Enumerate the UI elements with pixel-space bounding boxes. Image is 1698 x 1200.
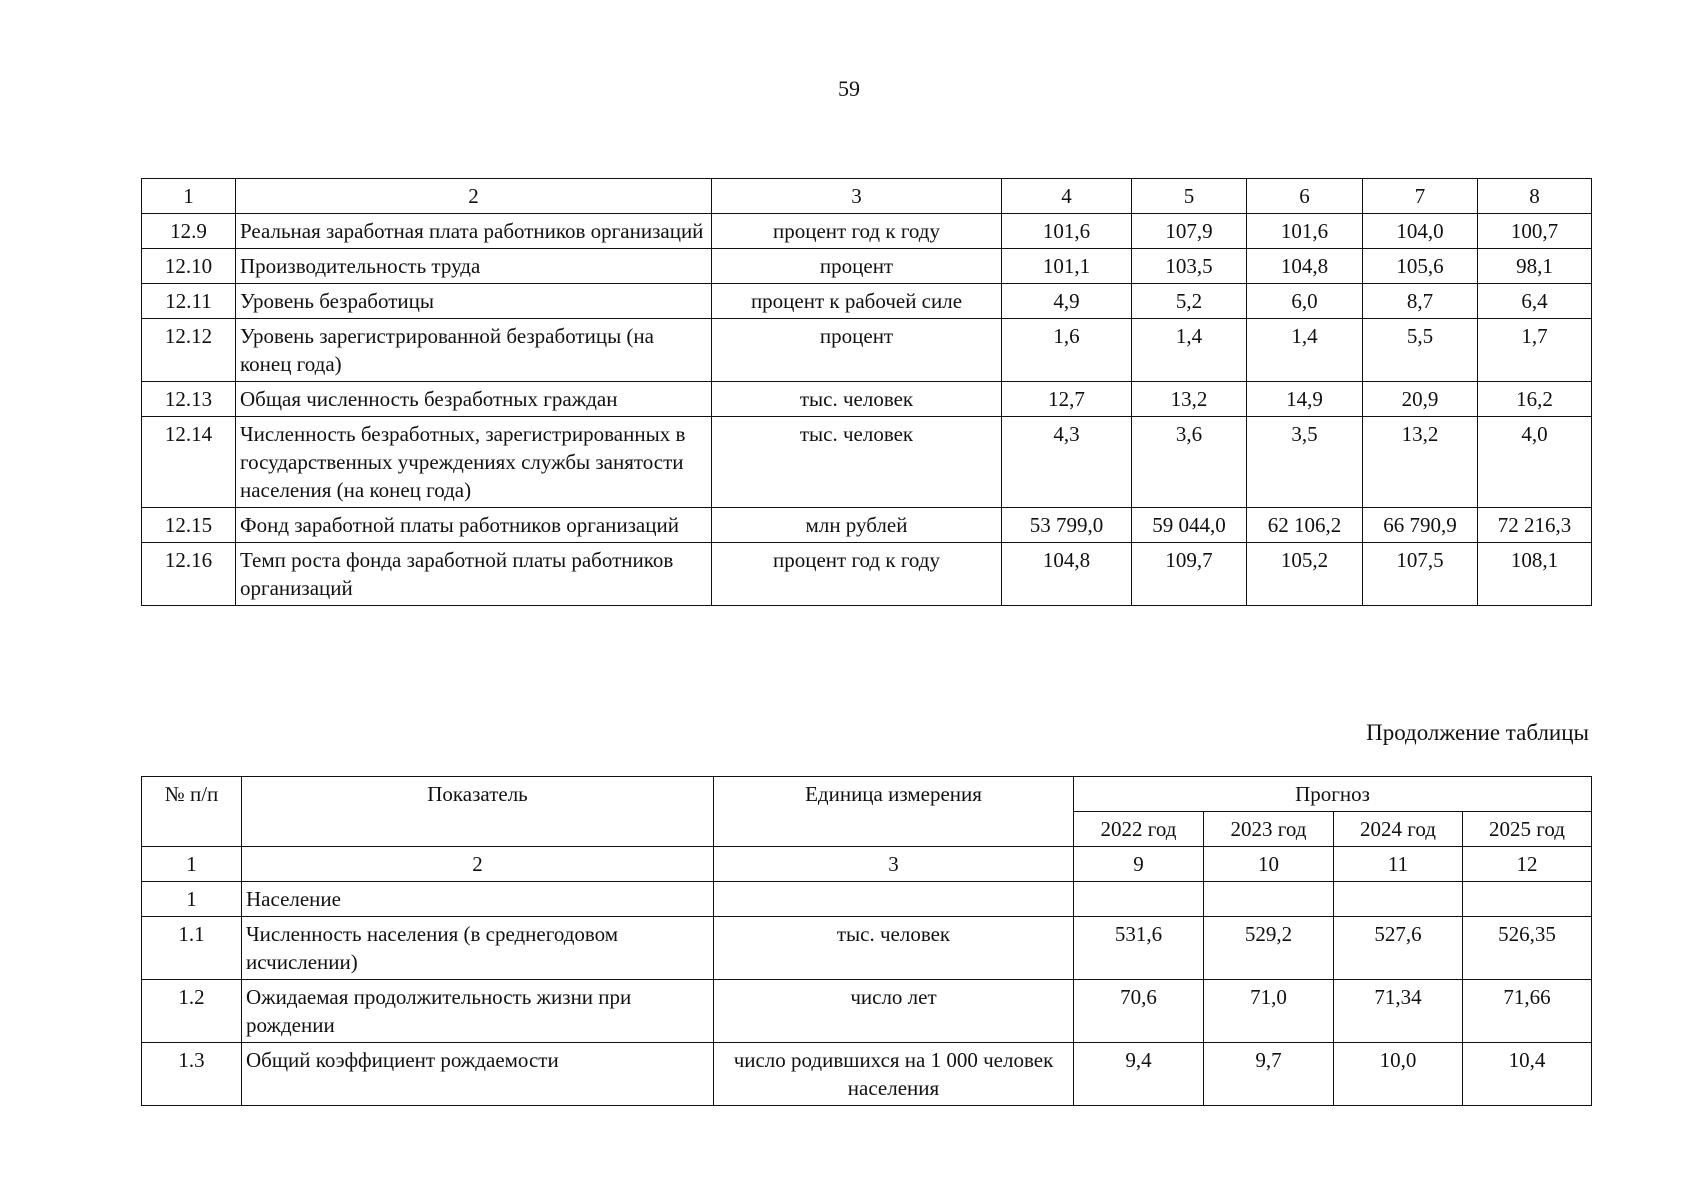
value-cell: 5,5 bbox=[1363, 319, 1478, 382]
value-cell: 4,3 bbox=[1002, 417, 1132, 508]
header-row bbox=[142, 777, 1592, 812]
value-cell: 1,7 bbox=[1478, 319, 1592, 382]
header-unit: Единица измерения bbox=[714, 777, 1074, 847]
value-cell: 66 790,9 bbox=[1363, 508, 1478, 543]
value-cell: 59 044,0 bbox=[1132, 508, 1247, 543]
unit-of-measure: процент год к году bbox=[712, 543, 1002, 606]
table-row bbox=[142, 508, 1592, 543]
value-cell: 53 799,0 bbox=[1002, 508, 1132, 543]
unit-of-measure: млн рублей bbox=[712, 508, 1002, 543]
indicator-name: Ожидаемая продолжительность жизни при рождении bbox=[242, 980, 714, 1043]
value-cell: 104,8 bbox=[1247, 249, 1363, 284]
row-number: 12.14 bbox=[142, 417, 236, 508]
value-cell: 107,5 bbox=[1363, 543, 1478, 606]
header-indicator: Показатель bbox=[242, 777, 714, 847]
value-cell: 70,6 bbox=[1074, 980, 1204, 1043]
value-cell: 109,7 bbox=[1132, 543, 1247, 606]
row-number: 12.16 bbox=[142, 543, 236, 606]
column-number-row bbox=[142, 179, 1592, 214]
value-cell: 62 106,2 bbox=[1247, 508, 1363, 543]
value-cell: 12,7 bbox=[1002, 382, 1132, 417]
column-number-row bbox=[142, 847, 1592, 882]
value-cell: 5,2 bbox=[1132, 284, 1247, 319]
value-cell: 16,2 bbox=[1478, 382, 1592, 417]
column-number: 7 bbox=[1363, 179, 1478, 214]
column-number: 1 bbox=[142, 179, 236, 214]
value-cell: 3,6 bbox=[1132, 417, 1247, 508]
value-cell: 101,6 bbox=[1247, 214, 1363, 249]
value-cell bbox=[1204, 882, 1334, 917]
value-cell: 105,2 bbox=[1247, 543, 1363, 606]
value-cell: 98,1 bbox=[1478, 249, 1592, 284]
value-cell: 14,9 bbox=[1247, 382, 1363, 417]
value-cell: 4,0 bbox=[1478, 417, 1592, 508]
table-row bbox=[142, 1043, 1592, 1106]
table-row bbox=[142, 249, 1592, 284]
indicator-name: Численность безработных, зарегистрированных в государственных учреждениях службы занятости населения (на конец года) bbox=[236, 417, 712, 508]
value-cell: 8,7 bbox=[1363, 284, 1478, 319]
header-year: 2022 год bbox=[1074, 812, 1204, 847]
value-cell: 71,66 bbox=[1463, 980, 1592, 1043]
row-number: 12.13 bbox=[142, 382, 236, 417]
indicator-name: Фонд заработной платы работников организаций bbox=[236, 508, 712, 543]
value-cell: 527,6 bbox=[1334, 917, 1463, 980]
column-number: 5 bbox=[1132, 179, 1247, 214]
value-cell: 531,6 bbox=[1074, 917, 1204, 980]
value-cell: 529,2 bbox=[1204, 917, 1334, 980]
value-cell: 526,35 bbox=[1463, 917, 1592, 980]
indicator-name: Общий коэффициент рождаемости bbox=[242, 1043, 714, 1106]
value-cell: 105,6 bbox=[1363, 249, 1478, 284]
value-cell: 71,0 bbox=[1204, 980, 1334, 1043]
value-cell: 10,4 bbox=[1463, 1043, 1592, 1106]
indicator-name: Производительность труда bbox=[236, 249, 712, 284]
column-number: 2 bbox=[242, 847, 714, 882]
indicator-name: Реальная заработная плата работников организаций bbox=[236, 214, 712, 249]
forecast-table bbox=[141, 776, 1592, 1106]
column-number: 4 bbox=[1002, 179, 1132, 214]
table-row bbox=[142, 319, 1592, 382]
row-number: 12.10 bbox=[142, 249, 236, 284]
column-number: 3 bbox=[712, 179, 1002, 214]
value-cell: 72 216,3 bbox=[1478, 508, 1592, 543]
value-cell: 101,1 bbox=[1002, 249, 1132, 284]
unit-of-measure: тыс. человек bbox=[714, 917, 1074, 980]
value-cell: 1,4 bbox=[1132, 319, 1247, 382]
indicator-name: Темп роста фонда заработной платы работников организаций bbox=[236, 543, 712, 606]
row-number: 12.12 bbox=[142, 319, 236, 382]
unit-of-measure: процент к рабочей силе bbox=[712, 284, 1002, 319]
row-number: 1.2 bbox=[142, 980, 242, 1043]
header-year: 2024 год bbox=[1334, 812, 1463, 847]
value-cell bbox=[1074, 882, 1204, 917]
row-number: 1.3 bbox=[142, 1043, 242, 1106]
value-cell: 13,2 bbox=[1363, 417, 1478, 508]
unit-of-measure: тыс. человек bbox=[712, 382, 1002, 417]
table-row bbox=[142, 417, 1592, 508]
value-cell: 4,9 bbox=[1002, 284, 1132, 319]
value-cell bbox=[1334, 882, 1463, 917]
indicator-name: Уровень безработицы bbox=[236, 284, 712, 319]
row-number: 12.15 bbox=[142, 508, 236, 543]
unit-of-measure: процент bbox=[712, 249, 1002, 284]
unit-of-measure: число родившихся на 1 000 человек населения bbox=[714, 1043, 1074, 1106]
column-number: 11 bbox=[1334, 847, 1463, 882]
value-cell bbox=[1463, 882, 1592, 917]
column-number: 9 bbox=[1074, 847, 1204, 882]
value-cell: 104,0 bbox=[1363, 214, 1478, 249]
table-row bbox=[142, 284, 1592, 319]
unit-of-measure: тыс. человек bbox=[712, 417, 1002, 508]
value-cell: 9,7 bbox=[1204, 1043, 1334, 1106]
indicators-table bbox=[141, 178, 1592, 606]
column-number: 2 bbox=[236, 179, 712, 214]
indicator-name: Численность населения (в среднегодовом исчислении) bbox=[242, 917, 714, 980]
table-row bbox=[142, 382, 1592, 417]
column-number: 6 bbox=[1247, 179, 1363, 214]
header-forecast: Прогноз bbox=[1074, 777, 1592, 812]
value-cell: 107,9 bbox=[1132, 214, 1247, 249]
table-row bbox=[142, 882, 1592, 917]
row-number: 1.1 bbox=[142, 917, 242, 980]
table-row bbox=[142, 980, 1592, 1043]
indicator-name: Уровень зарегистрированной безработицы (на конец года) bbox=[236, 319, 712, 382]
value-cell: 71,34 bbox=[1334, 980, 1463, 1043]
value-cell: 101,6 bbox=[1002, 214, 1132, 249]
value-cell: 9,4 bbox=[1074, 1043, 1204, 1106]
unit-of-measure: число лет bbox=[714, 980, 1074, 1043]
value-cell: 20,9 bbox=[1363, 382, 1478, 417]
table-row bbox=[142, 543, 1592, 606]
value-cell: 100,7 bbox=[1478, 214, 1592, 249]
column-number: 10 bbox=[1204, 847, 1334, 882]
column-number: 12 bbox=[1463, 847, 1592, 882]
value-cell: 1,6 bbox=[1002, 319, 1132, 382]
row-number: 12.11 bbox=[142, 284, 236, 319]
value-cell: 6,4 bbox=[1478, 284, 1592, 319]
row-number: 1 bbox=[142, 882, 242, 917]
header-year: 2023 год bbox=[1204, 812, 1334, 847]
value-cell: 103,5 bbox=[1132, 249, 1247, 284]
unit-of-measure: процент год к году bbox=[712, 214, 1002, 249]
continuation-label: Продолжение таблицы bbox=[1366, 720, 1589, 745]
column-number: 3 bbox=[714, 847, 1074, 882]
forecast-table-body bbox=[142, 777, 1592, 1106]
indicator-name: Общая численность безработных граждан bbox=[236, 382, 712, 417]
value-cell: 13,2 bbox=[1132, 382, 1247, 417]
header-num: № п/п bbox=[142, 777, 242, 847]
column-number: 1 bbox=[142, 847, 242, 882]
unit-of-measure bbox=[714, 882, 1074, 917]
indicators-table-body bbox=[142, 179, 1592, 606]
value-cell: 10,0 bbox=[1334, 1043, 1463, 1106]
row-number: 12.9 bbox=[142, 214, 236, 249]
page-number: 59 bbox=[838, 76, 860, 101]
value-cell: 104,8 bbox=[1002, 543, 1132, 606]
value-cell: 6,0 bbox=[1247, 284, 1363, 319]
table-row bbox=[142, 917, 1592, 980]
value-cell: 108,1 bbox=[1478, 543, 1592, 606]
column-number: 8 bbox=[1478, 179, 1592, 214]
table-row bbox=[142, 214, 1592, 249]
value-cell: 3,5 bbox=[1247, 417, 1363, 508]
unit-of-measure: процент bbox=[712, 319, 1002, 382]
header-year: 2025 год bbox=[1463, 812, 1592, 847]
indicator-name: Население bbox=[242, 882, 714, 917]
value-cell: 1,4 bbox=[1247, 319, 1363, 382]
